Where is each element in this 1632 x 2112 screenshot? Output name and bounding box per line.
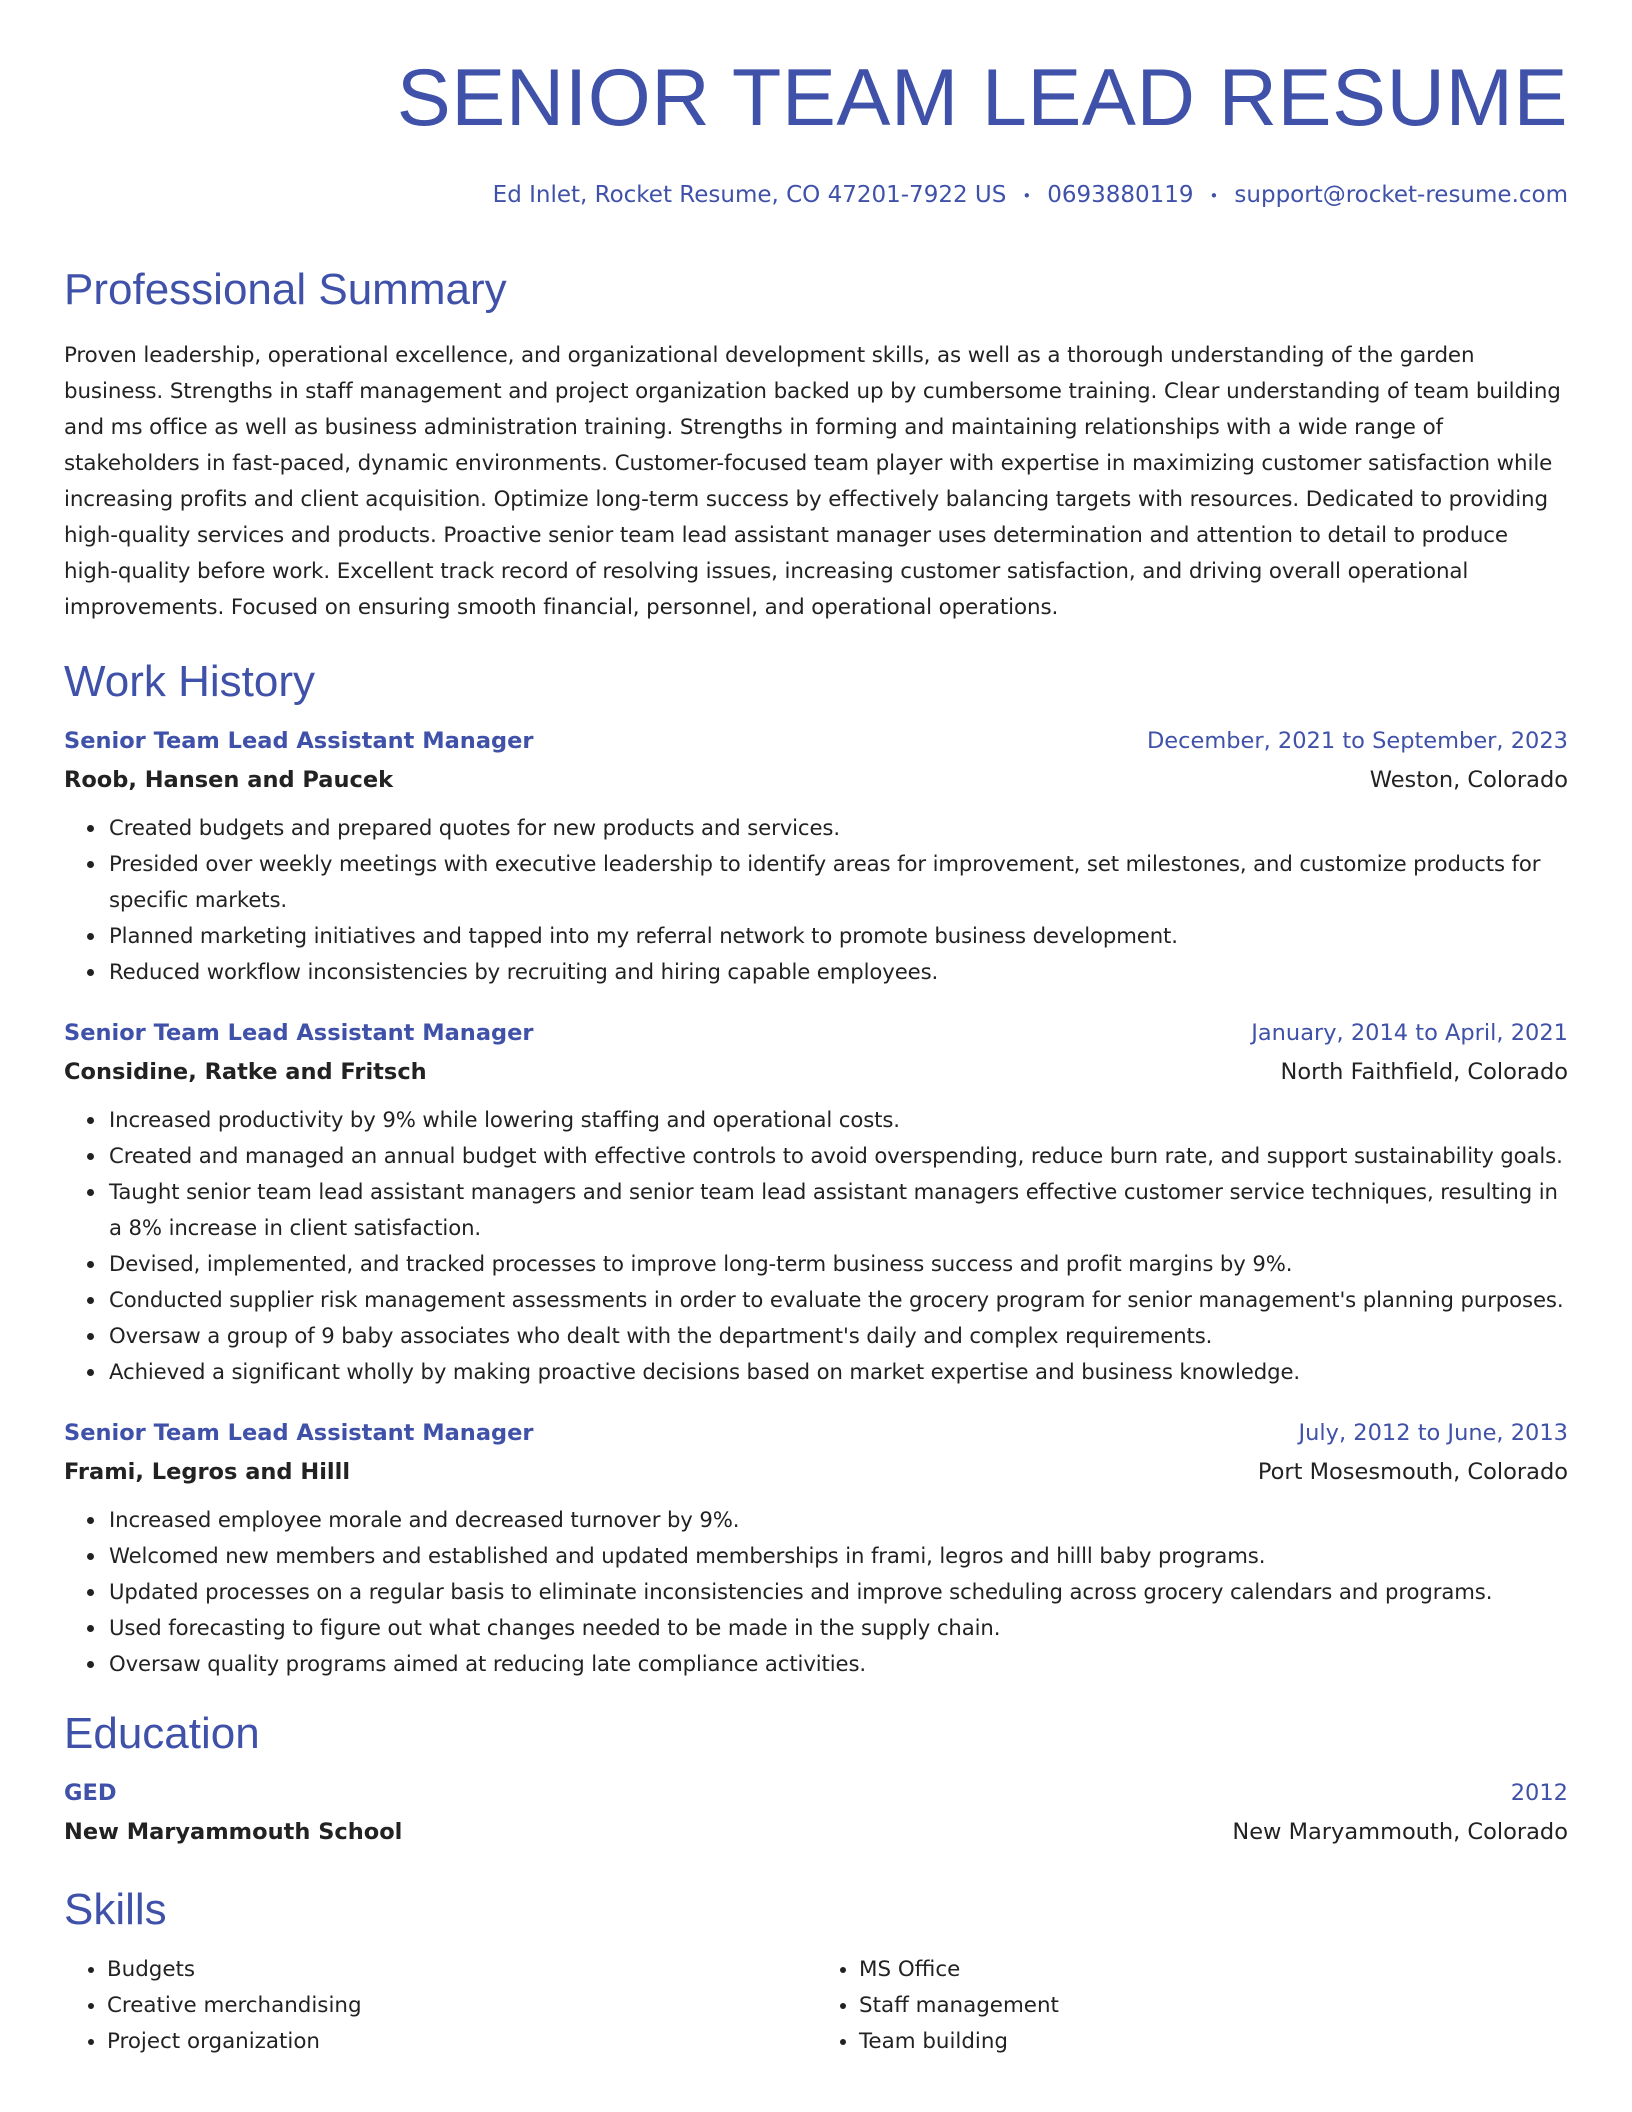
education-school: New Maryammouth School xyxy=(64,1819,403,1845)
job-bullet: • Presided over weekly meetings with executive leadership to identify areas for improvement, set milestones, and customize products for specific markets. xyxy=(107,846,1568,918)
job-bullet: • Created and managed an annual budget with effective controls to avoid overspending, reduce burn rate, and support sustainability goals. xyxy=(107,1138,1568,1174)
job-role: Senior Team Lead Assistant Manager xyxy=(64,1020,534,1046)
summary-heading: Professional Summary xyxy=(64,265,507,314)
education-degree: GED xyxy=(64,1780,117,1806)
job-location: Weston, Colorado xyxy=(1369,767,1568,793)
education-entry xyxy=(64,1774,1568,1852)
resume-title: SENIOR TEAM LEAD RESUME xyxy=(396,53,1568,143)
job-role: Senior Team Lead Assistant Manager xyxy=(64,1420,534,1446)
job-location: Port Mosesmouth, Colorado xyxy=(1257,1459,1568,1485)
job-header xyxy=(64,722,1568,760)
education-section xyxy=(64,1706,1568,1852)
job-dates: December, 2021 to September, 2023 xyxy=(1146,728,1568,754)
job-entry xyxy=(64,722,1568,990)
job-bullet: • Planned marketing initiatives and tapped into my referral network to promote business development. xyxy=(107,918,1568,954)
job-bullet: • Taught senior team lead assistant managers and senior team lead assistant managers effective customer service techniques, resulting in a 8% increase in client satisfaction. xyxy=(107,1174,1568,1246)
skills-column-left xyxy=(64,1952,816,2060)
job-bullet: • Reduced workflow inconsistencies by recruiting and hiring capable employees. xyxy=(107,954,1568,990)
job-dates: July, 2012 to June, 2013 xyxy=(1298,1420,1568,1446)
skills-columns xyxy=(64,1952,1568,2060)
job-bullet: • Updated processes on a regular basis to eliminate inconsistencies and improve scheduling across grocery calendars and programs. xyxy=(107,1574,1568,1610)
contact-address: Ed Inlet, Rocket Resume, CO 47201-7922 US xyxy=(492,182,1007,208)
resume-body xyxy=(64,262,1568,2060)
contact-phone: 0693880119 xyxy=(1047,182,1194,208)
job-header xyxy=(64,1014,1568,1052)
job-bullet: • Oversaw a group of 9 baby associates who dealt with the department's daily and complex requirements. xyxy=(107,1318,1568,1354)
education-subheader xyxy=(64,1812,1568,1852)
education-header xyxy=(64,1774,1568,1812)
education-heading: Education xyxy=(64,1709,260,1758)
job-bullet: • Oversaw quality programs aimed at reducing late compliance activities. xyxy=(107,1646,1568,1682)
skill-item: • Creative merchandising xyxy=(107,1988,816,2024)
job-dates: January, 2014 to April, 2021 xyxy=(1251,1020,1568,1046)
job-bullet: • Conducted supplier risk management assessments in order to evaluate the grocery program for senior management's planning purposes. xyxy=(107,1282,1568,1318)
contact-line xyxy=(493,182,1568,208)
job-bullets xyxy=(64,1102,1568,1390)
job-bullet: • Created budgets and prepared quotes for new products and services. xyxy=(107,810,1568,846)
job-bullet: • Devised, implemented, and tracked processes to improve long-term business success and profit margins by 9%. xyxy=(107,1246,1568,1282)
skill-item: • Team building xyxy=(859,2024,1568,2060)
job-entry xyxy=(64,1014,1568,1390)
skills-section xyxy=(64,1882,1568,2060)
contact-separator: • xyxy=(1209,186,1219,205)
education-year: 2012 xyxy=(1510,1780,1568,1806)
job-company: Frami, Legros and Hilll xyxy=(64,1459,351,1485)
job-bullet: • Welcomed new members and established and updated memberships in frami, legros and hilll baby programs. xyxy=(107,1538,1568,1574)
job-bullet: • Increased employee morale and decreased turnover by 9%. xyxy=(107,1502,1568,1538)
job-header xyxy=(64,1414,1568,1452)
skill-item: • Project organization xyxy=(107,2024,816,2060)
summary-text: Proven leadership, operational excellence, and organizational development skills, as well as a thorough understanding of the garden business. Strengths in staff management and project organization backed up by cumbersome training. Clear understanding of team building and ms office as well as business administration training. Strengths in forming and maintaining relationships with a wide range of stakeholders in fast-paced, dynamic environments. Customer-focused team player with expertise in maximizing customer satisfaction while increasing profits and client acquisition. Optimize long-term success by effectively balancing targets with resources. Dedicated to providing high-quality services and products. Proactive senior team lead assistant manager uses determination and attention to detail to produce high-quality before work. Excellent track record of resolving issues, increasing customer satisfaction, and driving overall operational improvements. Focused on ensuring smooth financial, personnel, and operational operations. xyxy=(64,343,1561,620)
job-bullet: • Increased productivity by 9% while lowering staffing and operational costs. xyxy=(107,1102,1568,1138)
job-bullet: • Achieved a significant wholly by making proactive decisions based on market expertise and business knowledge. xyxy=(107,1354,1568,1390)
skills-column-right xyxy=(816,1952,1568,2060)
contact-email[interactable]: support@rocket-resume.com xyxy=(1234,182,1568,208)
job-subheader xyxy=(64,1452,1568,1492)
skill-item: • Staff management xyxy=(859,1988,1568,2024)
skill-item: • Budgets xyxy=(107,1952,816,1988)
job-company: Considine, Ratke and Fritsch xyxy=(64,1059,427,1085)
job-bullet: • Used forecasting to figure out what changes needed to be made in the supply chain. xyxy=(107,1610,1568,1646)
contact-separator: • xyxy=(1022,186,1032,205)
job-bullets xyxy=(64,1502,1568,1682)
education-location: New Maryammouth, Colorado xyxy=(1232,1819,1568,1845)
job-subheader xyxy=(64,1052,1568,1092)
summary-section xyxy=(64,262,1568,626)
skills-heading: Skills xyxy=(64,1885,167,1934)
work-history-heading: Work History xyxy=(64,657,315,706)
work-history-section xyxy=(64,654,1568,1682)
job-location: North Faithfield, Colorado xyxy=(1280,1059,1568,1085)
skill-item: • MS Office xyxy=(859,1952,1568,1988)
job-role: Senior Team Lead Assistant Manager xyxy=(64,728,534,754)
job-entry xyxy=(64,1414,1568,1682)
job-company: Roob, Hansen and Paucek xyxy=(64,767,394,793)
job-bullets xyxy=(64,810,1568,990)
job-subheader xyxy=(64,760,1568,800)
